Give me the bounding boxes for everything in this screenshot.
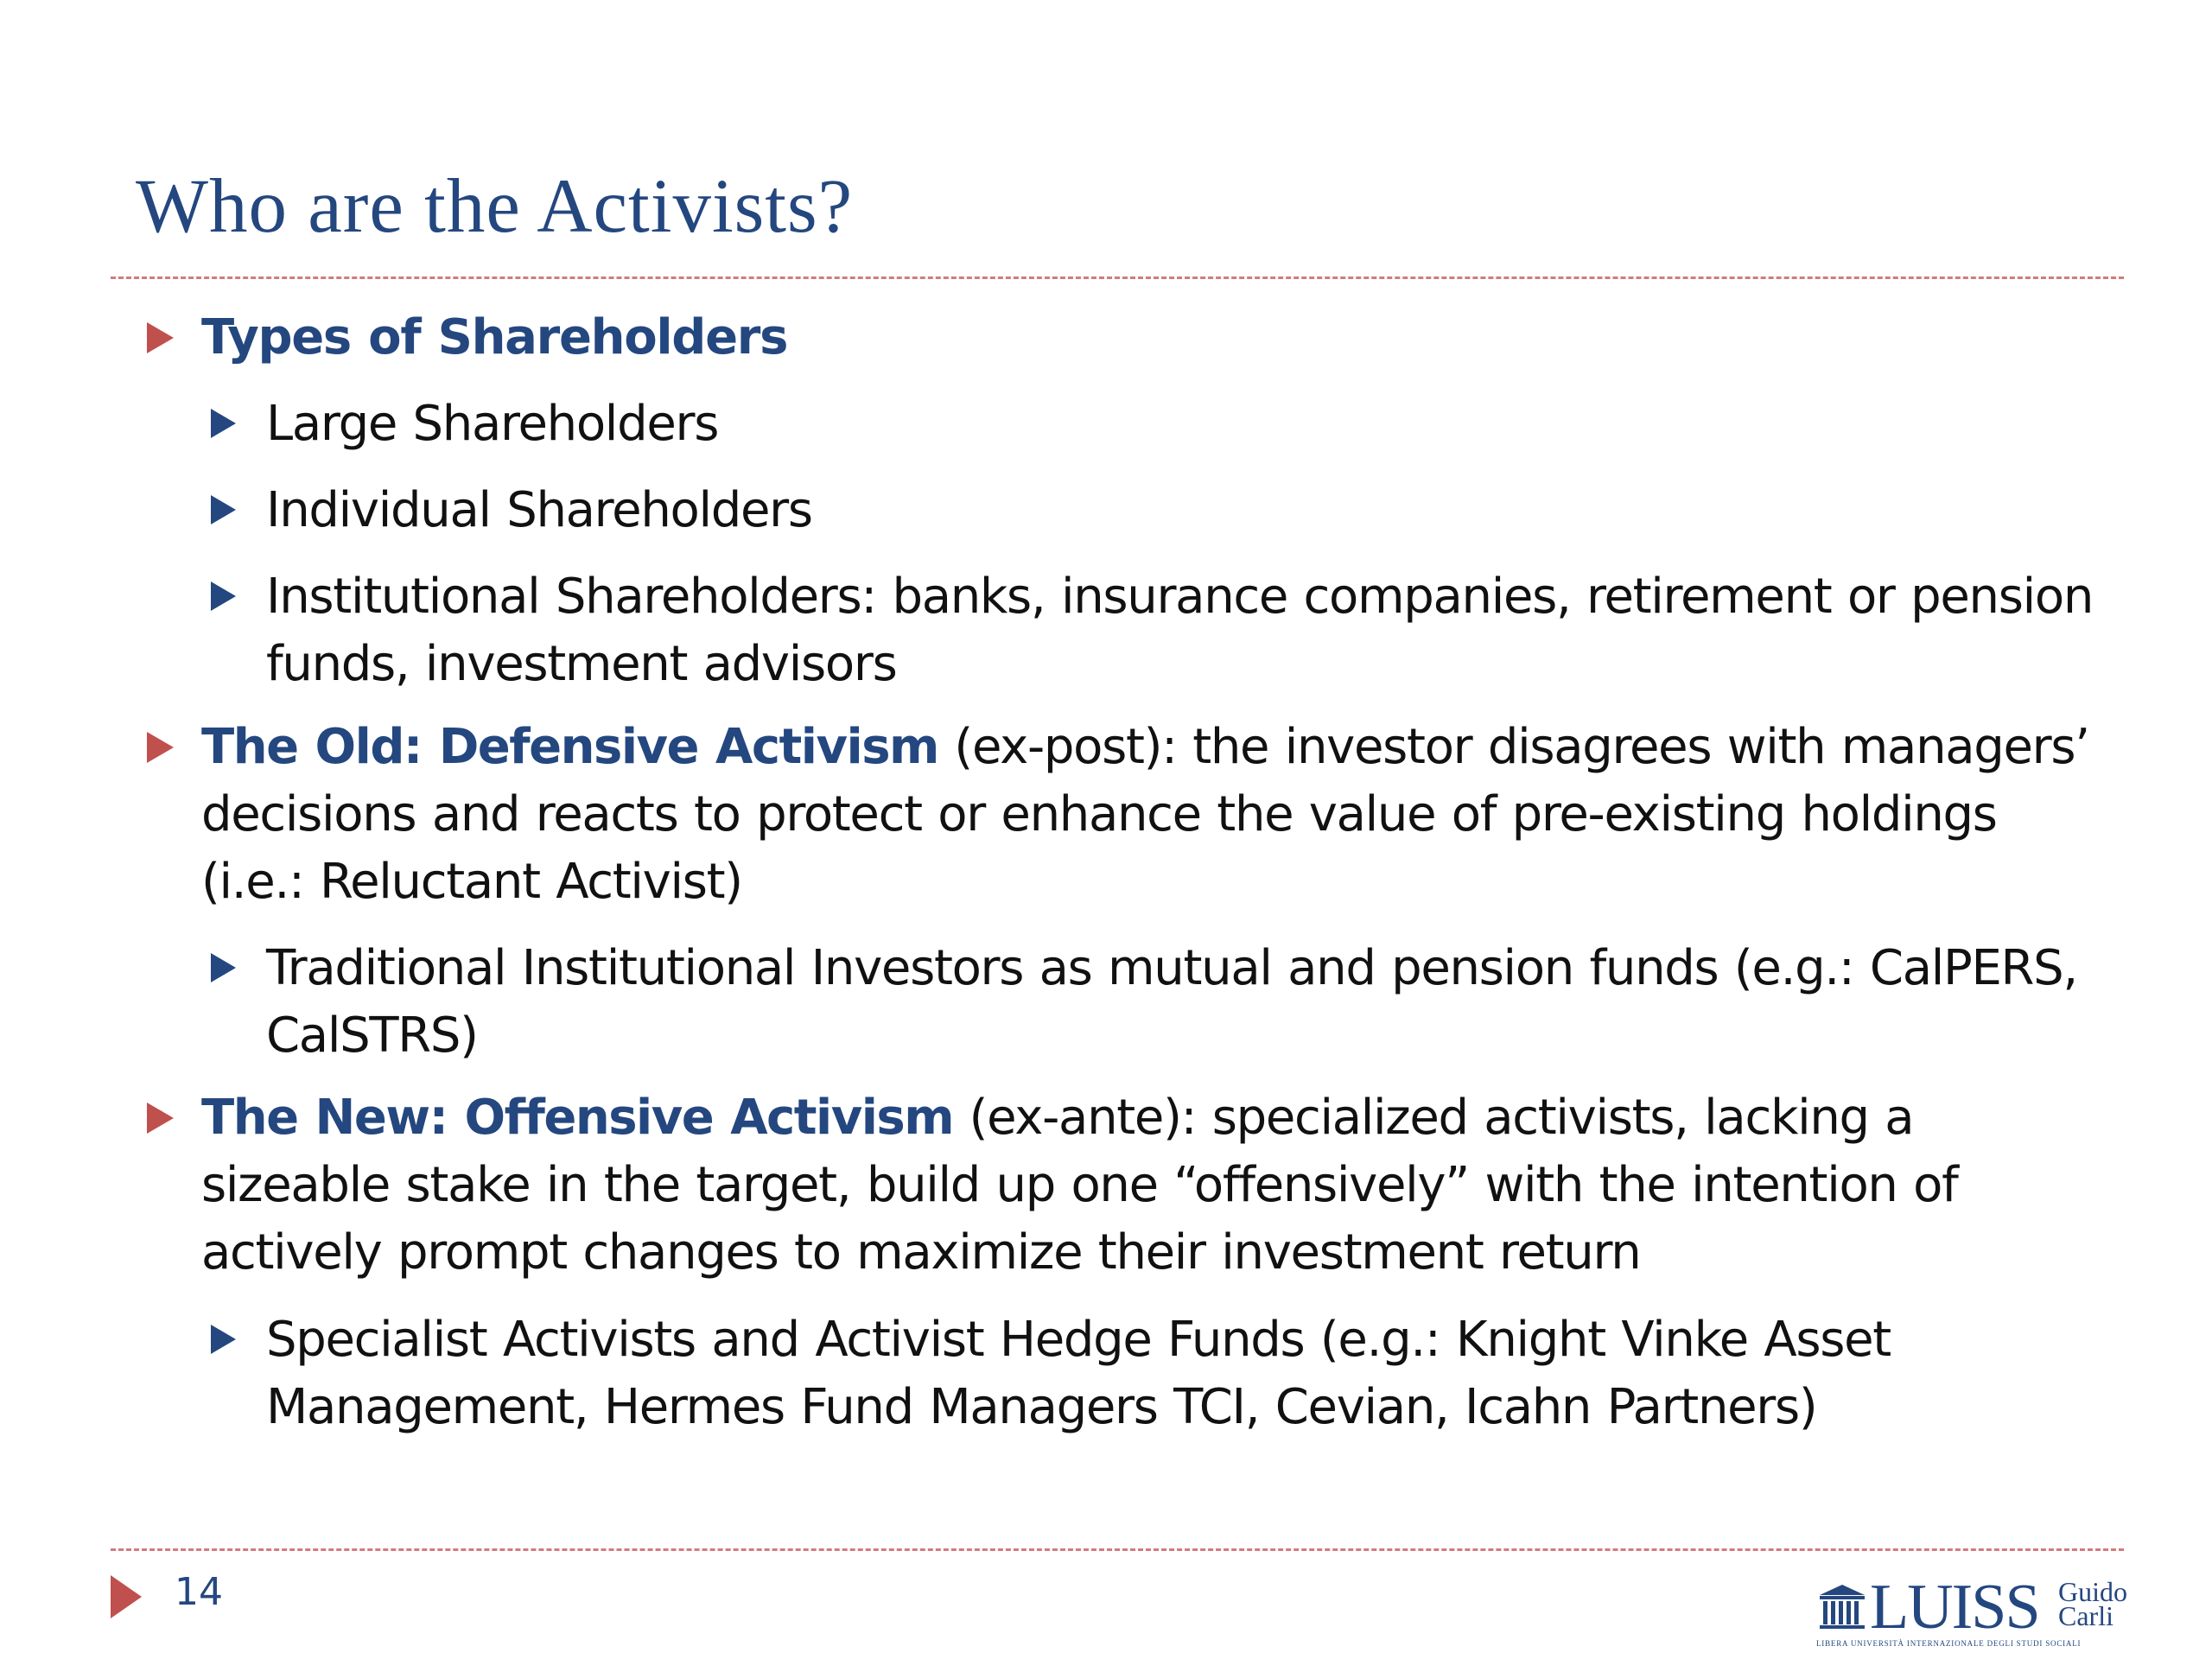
footer-divider [111, 1548, 2124, 1551]
luiss-logo [1813, 1573, 2129, 1659]
logo-wordmark: LUISS [1870, 1572, 2039, 1643]
blue-triangle-bullet-icon [211, 582, 236, 611]
bullet-large-shareholders [266, 391, 2098, 458]
bullet-text: Specialist Activists and Activist Hedge Funds (e.g.: Knight Vinke Asset Management, Hermes Fund Managers TCI, Cevian, Icahn Partners) [266, 1312, 1891, 1435]
blue-triangle-bullet-icon [211, 1325, 236, 1354]
columns-logo-icon [1818, 1583, 1866, 1630]
bullet-text: Institutional Shareholders: banks, insurance companies, retirement or pension funds, investment advisors [266, 569, 2094, 692]
bullet-lead: Types of Shareholders [201, 309, 788, 365]
bullet-text: Traditional Institutional Investors as mutual and pension funds (e.g.: CalPERS, CalSTRS) [266, 940, 2077, 1064]
bullet-lead: The New: Offensive Activism [201, 1090, 954, 1146]
red-triangle-bullet-icon [147, 732, 174, 763]
bullet-text: (ex-post): the investor disagrees with managers’ decisions and reacts to protect or enhance the value of pre-existing holdings (i.e.: Reluctant Activist) [201, 719, 2089, 910]
bullet-lead: The Old: Defensive Activism [201, 719, 938, 775]
logo-guido: Guido [2058, 1576, 2127, 1607]
bullet-text: Large Shareholders [266, 396, 719, 452]
slide-title: Who are the Activists? [136, 164, 854, 249]
red-triangle-bullet-icon [147, 1103, 174, 1134]
page-number: 14 [175, 1570, 223, 1614]
bullet-institutional-shareholders [266, 563, 2098, 698]
bullet-specialist-activists [266, 1306, 2098, 1441]
blue-triangle-bullet-icon [211, 953, 236, 982]
bullet-defensive-activism [201, 714, 2102, 916]
red-triangle-footer-icon [111, 1575, 142, 1618]
blue-triangle-bullet-icon [211, 409, 236, 438]
bullet-text: Individual Shareholders [266, 482, 812, 538]
bullet-individual-shareholders [266, 477, 2098, 544]
bullet-traditional-investors [266, 935, 2098, 1070]
logo-carli: Carli [2058, 1600, 2113, 1631]
bullet-types-of-shareholders [201, 304, 2102, 372]
bullet-offensive-activism [201, 1084, 2102, 1287]
logo-subtitle: LIBERA UNIVERSITÀ INTERNAZIONALE DEGLI STUDI SOCIALI [1816, 1639, 2082, 1648]
blue-triangle-bullet-icon [211, 495, 236, 524]
red-triangle-bullet-icon [147, 322, 174, 353]
bullet-text: (ex-ante): specialized activists, lacking a sizeable stake in the target, build up one “offensively” with the intention of actively prompt changes to maximize their investment return [201, 1090, 1958, 1281]
